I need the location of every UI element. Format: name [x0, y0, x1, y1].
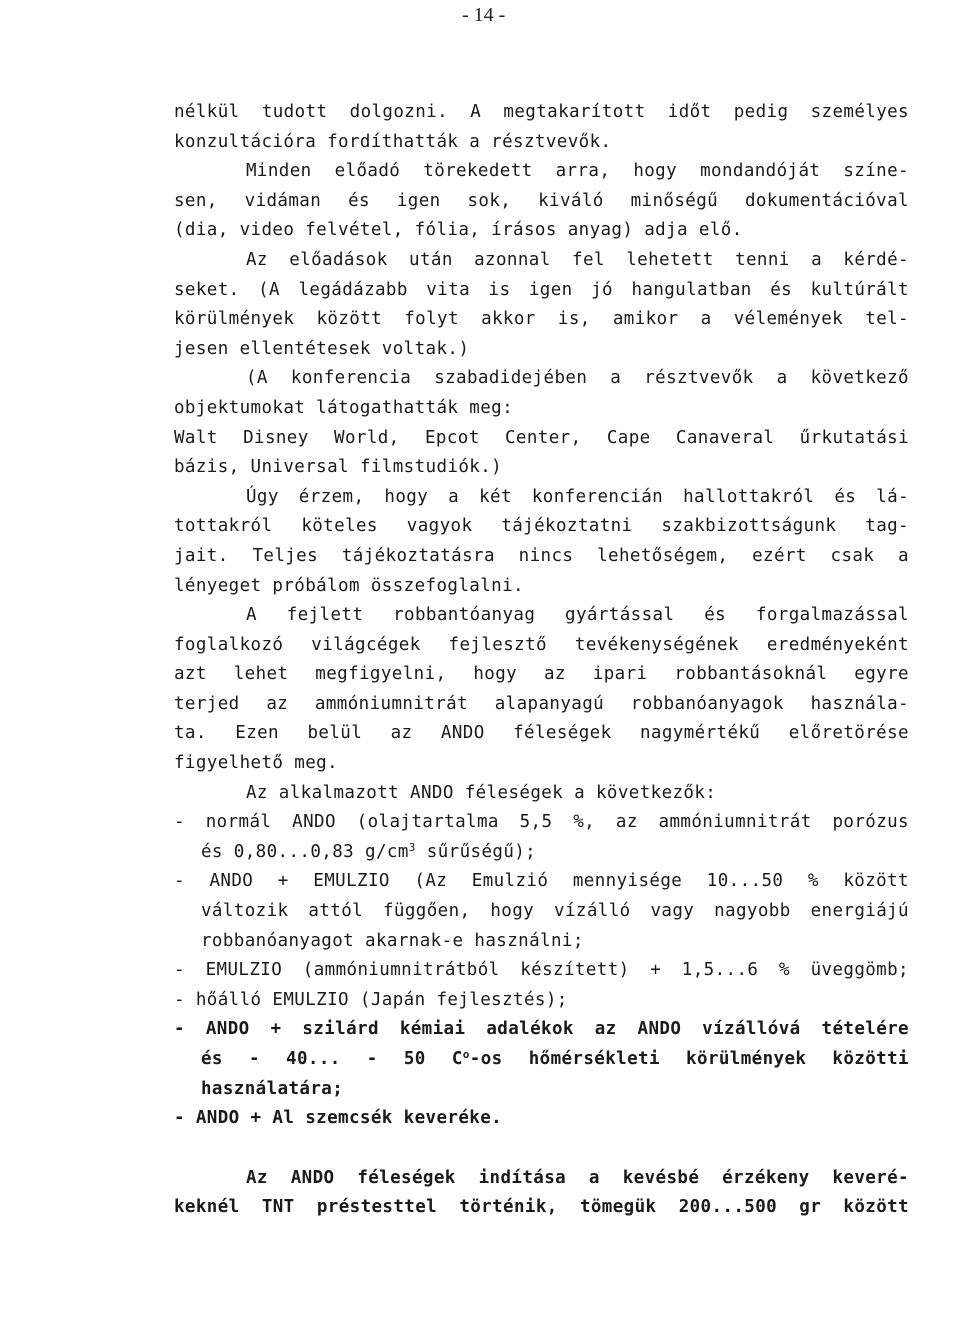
- text-line: [174, 867, 909, 897]
- line-text: - ANDO + Al szemcsék keveréke.: [174, 1108, 503, 1129]
- text-line: [174, 305, 909, 335]
- text-line: [174, 335, 909, 365]
- text-line: [174, 1164, 909, 1194]
- text-line: [174, 453, 909, 483]
- line-text: konzultációra fordíthatták a résztvevők.: [174, 131, 612, 152]
- line-text-continued: sűrűségű);: [415, 841, 537, 862]
- text-line: [174, 631, 909, 661]
- line-text: változik attól függően, hogy vízálló vagy nagyobb energiájú: [201, 901, 909, 922]
- text-line: [174, 246, 909, 276]
- text-line: [174, 483, 909, 513]
- line-text: jesen ellentétesek voltak.): [174, 338, 470, 359]
- text-line: [174, 986, 909, 1016]
- text-line: [174, 364, 909, 394]
- text-line: [174, 1193, 909, 1223]
- line-text: jait. Teljes tájékoztatásra nincs lehetőségem, ezért csak a: [174, 545, 909, 566]
- line-text: Minden előadó törekedett arra, hogy mondandóját színe-: [246, 161, 909, 182]
- line-text: Úgy érzem, hogy a két konferencián hallottakról és lá-: [246, 486, 909, 507]
- line-text: és 0,80...0,83 g/cm: [201, 841, 409, 862]
- line-text: foglalkozó világcégek fejlesztő tevékenységének eredményeként: [174, 634, 909, 655]
- line-text: seket. (A legádázabb vita is igen jó hangulatban és kultúrált: [174, 279, 909, 300]
- text-line: [174, 719, 909, 749]
- text-line: [174, 187, 909, 217]
- line-text: sen, vidáman és igen sok, kiváló minőségű dokumentációval: [174, 190, 909, 211]
- text-line: [174, 1015, 909, 1045]
- line-text: - hőálló EMULZIO (Japán fejlesztés);: [174, 989, 568, 1010]
- text-line: [174, 808, 909, 838]
- page-number: - 14 -: [462, 4, 506, 26]
- line-text: objektumokat látogathatták meg:: [174, 397, 514, 418]
- line-text: keknél TNT préstesttel történik, tömegük 200...500 gr között: [174, 1197, 909, 1218]
- line-text: Az ANDO féleségek indítása a kevésbé érzékeny keveré-: [246, 1167, 909, 1188]
- text-line: [174, 98, 909, 128]
- line-text: lényeget próbálom összefoglalni.: [174, 575, 524, 596]
- text-line: [174, 216, 909, 246]
- text-line: [174, 601, 909, 631]
- text-line: [174, 276, 909, 306]
- text-line: [174, 1075, 909, 1105]
- line-text: terjed az ammóniumnitrát alapanyagú robbanóanyagok használa-: [174, 693, 909, 714]
- line-text: Az alkalmazott ANDO féleségek a következők:: [246, 782, 717, 803]
- paragraph-gap: [174, 1134, 909, 1164]
- text-line: [174, 394, 909, 424]
- line-text: bázis, Universal filmstudiók.): [174, 457, 503, 478]
- text-line: [174, 749, 909, 779]
- text-line: [174, 897, 909, 927]
- line-text: nélkül tudott dolgozni. A megtakarított időt pedig személyes: [174, 102, 909, 122]
- line-text: (A konferencia szabadidejében a résztvevők a következő: [246, 368, 909, 389]
- line-text-continued: -os hőmérsékleti körülmények közötti: [469, 1049, 909, 1069]
- line-text: A fejlett robbantóanyag gyártással és forgalmazással: [246, 605, 909, 626]
- text-line: [174, 927, 909, 957]
- text-line: [174, 572, 909, 602]
- text-line: [174, 1104, 909, 1134]
- text-line: [174, 542, 909, 572]
- line-text: - ANDO + EMULZIO (Az Emulzió mennyisége 10...50 % között: [174, 871, 909, 892]
- text-line: [174, 660, 909, 690]
- line-text: és - 40... - 50 C: [201, 1049, 463, 1069]
- line-text: - ANDO + szilárd kémiai adalékok az ANDO vízállóvá tételére: [174, 1019, 909, 1040]
- text-line: [174, 956, 909, 986]
- text-line: [174, 424, 909, 454]
- superscript: 3: [408, 840, 416, 854]
- line-text: Az előadások után azonnal fel lehetett tenni a kérdé-: [246, 249, 909, 270]
- document-body: [174, 98, 909, 1223]
- line-text: (dia, video felvétel, fólia, írásos anyag) adja elő.: [174, 220, 743, 241]
- text-line: [174, 512, 909, 542]
- text-line: [174, 1045, 909, 1075]
- line-text: figyelhető meg.: [174, 753, 339, 774]
- text-line: [174, 779, 909, 809]
- line-text: - EMULZIO (ammóniumnitrátból készített) + 1,5...6 % üveggömb;: [174, 960, 909, 981]
- text-line: [174, 690, 909, 720]
- text-line: [174, 157, 909, 187]
- text-line: [174, 838, 909, 868]
- line-text: robbanóanyagot akarnak-e használni;: [201, 930, 584, 951]
- text-line: [174, 128, 909, 158]
- line-text: - normál ANDO (olajtartalma 5,5 %, az ammóniumnitrát porózus: [174, 812, 909, 833]
- line-text: Walt Disney World, Epcot Center, Cape Canaveral űrkutatási: [174, 427, 909, 448]
- line-text: tottakról köteles vagyok tájékoztatni szakbizottságunk tag-: [174, 516, 909, 537]
- line-text: használatára;: [201, 1078, 344, 1099]
- line-text: körülmények között folyt akkor is, amikor a vélemények tel-: [174, 309, 909, 330]
- line-text: azt lehet megfigyelni, hogy az ipari robbantásoknál egyre: [174, 664, 909, 685]
- line-text: ta. Ezen belül az ANDO féleségek nagymértékű előretörése: [174, 723, 909, 744]
- superscript: o: [462, 1048, 470, 1061]
